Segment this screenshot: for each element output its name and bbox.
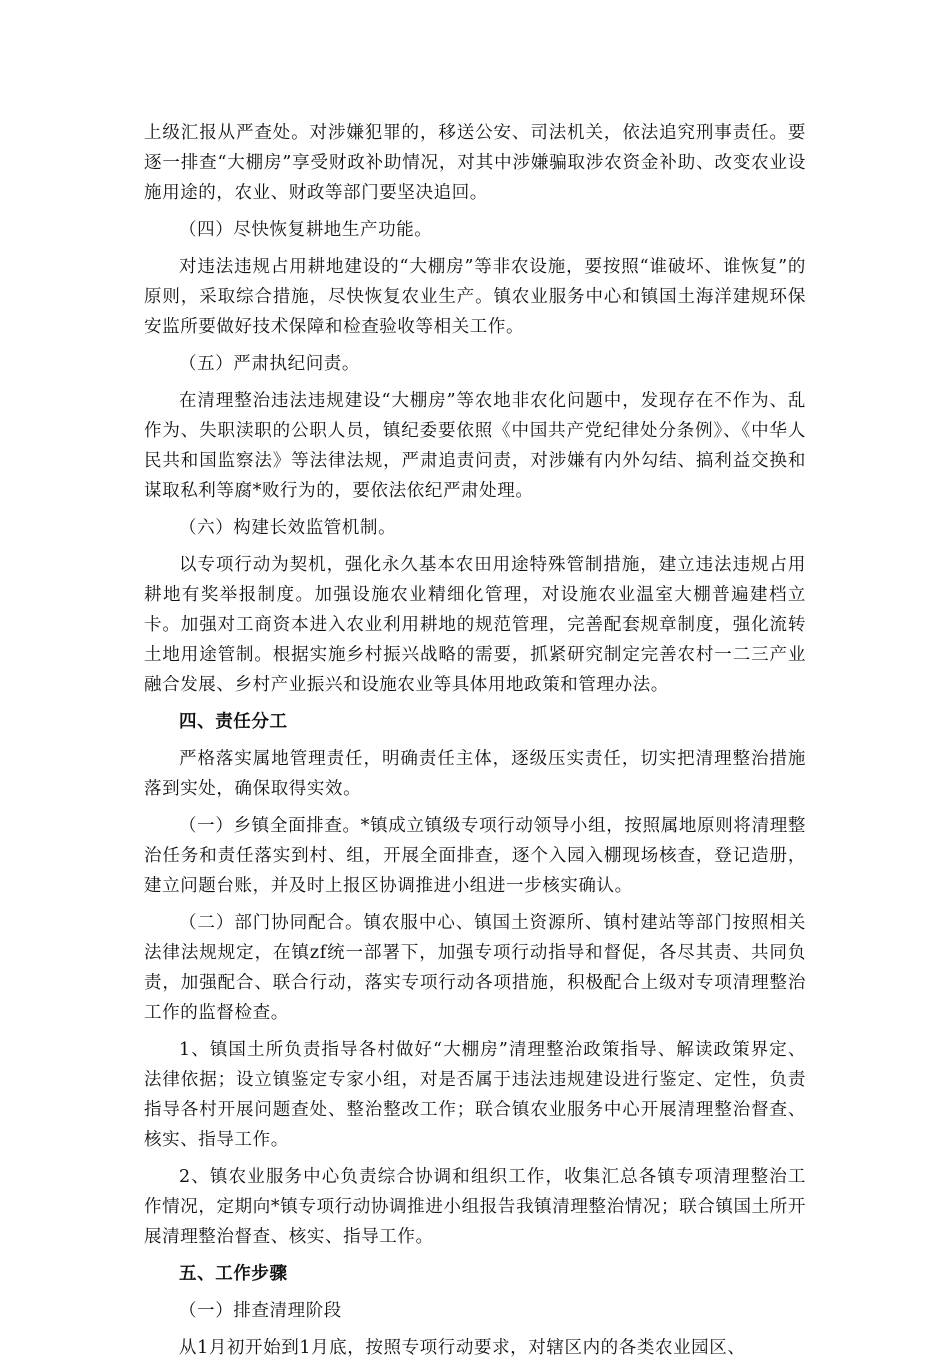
section-heading: 五、工作步骤 xyxy=(179,1264,288,1284)
paragraph: （一）乡镇全面排查。*镇成立镇级专项行动领导小组，按照属地原则将清理整治任务和责任落实到村、组，开展全面排查，逐个入园入棚现场核查，登记造册，建立问题台账，并及时上报区协调推进小组进一步核实确认。 xyxy=(144,816,806,896)
paragraph: （二）部门协同配合。镇农服中心、镇国土资源所、镇村建站等部门按照相关法律法规规定，在镇zf统一部署下，加强专项行动指导和督促，各尽其责、共同负责，加强配合、联合行动，落实专项行动各项措施，积极配合上级对专项清理整治工作的监督检查。 xyxy=(144,913,806,1023)
section-subheading: （四）尽快恢复耕地生产功能。 xyxy=(179,220,433,240)
paragraph: 2、镇农业服务中心负责综合协调和组织工作，收集汇总各镇专项清理整治工作情况，定期向*镇专项行动协调推进小组报告我镇清理整治情况；联合镇国土所开展清理整治督查、核实、指导工作。 xyxy=(144,1167,806,1247)
paragraph: 对违法违规占用耕地建设的“大棚房”等非农设施，要按照“谁破坏、谁恢复”的原则，采取综合措施，尽快恢复农业生产。镇农业服务中心和镇国土海洋建规环保安监所要做好技术保障和检查验收等相关工作。 xyxy=(144,257,806,337)
paragraph: 以专项行动为契机，强化永久基本农田用途特殊管制措施，建立违法违规占用耕地有奖举报制度。加强设施农业精细化管理，对设施农业温室大棚普遍建档立卡。加强对工商资本进入农业利用耕地的规范管理，完善配套规章制度，强化流转土地用途管制。根据实施乡村振兴战略的需要，抓紧研究制定完善农村一二三产业融合发展、乡村产业振兴和设施农业等具体用地政策和管理办法。 xyxy=(144,555,806,695)
paragraph: 在清理整治违法违规建设“大棚房”等农地非农化问题中，发现存在不作为、乱作为、失职渎职的公职人员，镇纪委要依照《中国共产党纪律处分条例》、《中华人民共和国监察法》等法律法规，严肃追责问责，对涉嫌有内外勾结、搞利益交换和谋取私利等腐*败行为的，要依法依纪严肃处理。 xyxy=(144,391,806,501)
section-heading: 四、责任分工 xyxy=(179,712,288,732)
paragraph: 上级汇报从严查处。对涉嫌犯罪的，移送公安、司法机关，依法追究刑事责任。要逐一排查“大棚房”享受财政补助情况，对其中涉嫌骗取涉农资金补助、改变农业设施用途的，农业、财政等部门要坚决追回。 xyxy=(144,123,806,203)
section-subheading: （一）排查清理阶段 xyxy=(179,1301,342,1321)
section-subheading: （五）严肃执纪问责。 xyxy=(179,354,360,374)
document-body xyxy=(144,118,806,1370)
paragraph: 1、镇国土所负责指导各村做好“大棚房”清理整治政策指导、解读政策界定、法律依据；设立镇鉴定专家小组，对是否属于违法违规建设进行鉴定、定性，负责指导各村开展问题查处、整治整改工作；联合镇农业服务中心开展清理整治督查、核实、指导工作。 xyxy=(144,1040,806,1150)
paragraph: 严格落实属地管理责任，明确责任主体，逐级压实责任，切实把清理整治措施落到实处，确保取得实效。 xyxy=(144,749,806,799)
paragraph: 从1月初开始到1月底，按照专项行动要求，对辖区内的各类农业园区、 xyxy=(179,1338,746,1358)
section-subheading: （六）构建长效监管机制。 xyxy=(179,518,397,538)
